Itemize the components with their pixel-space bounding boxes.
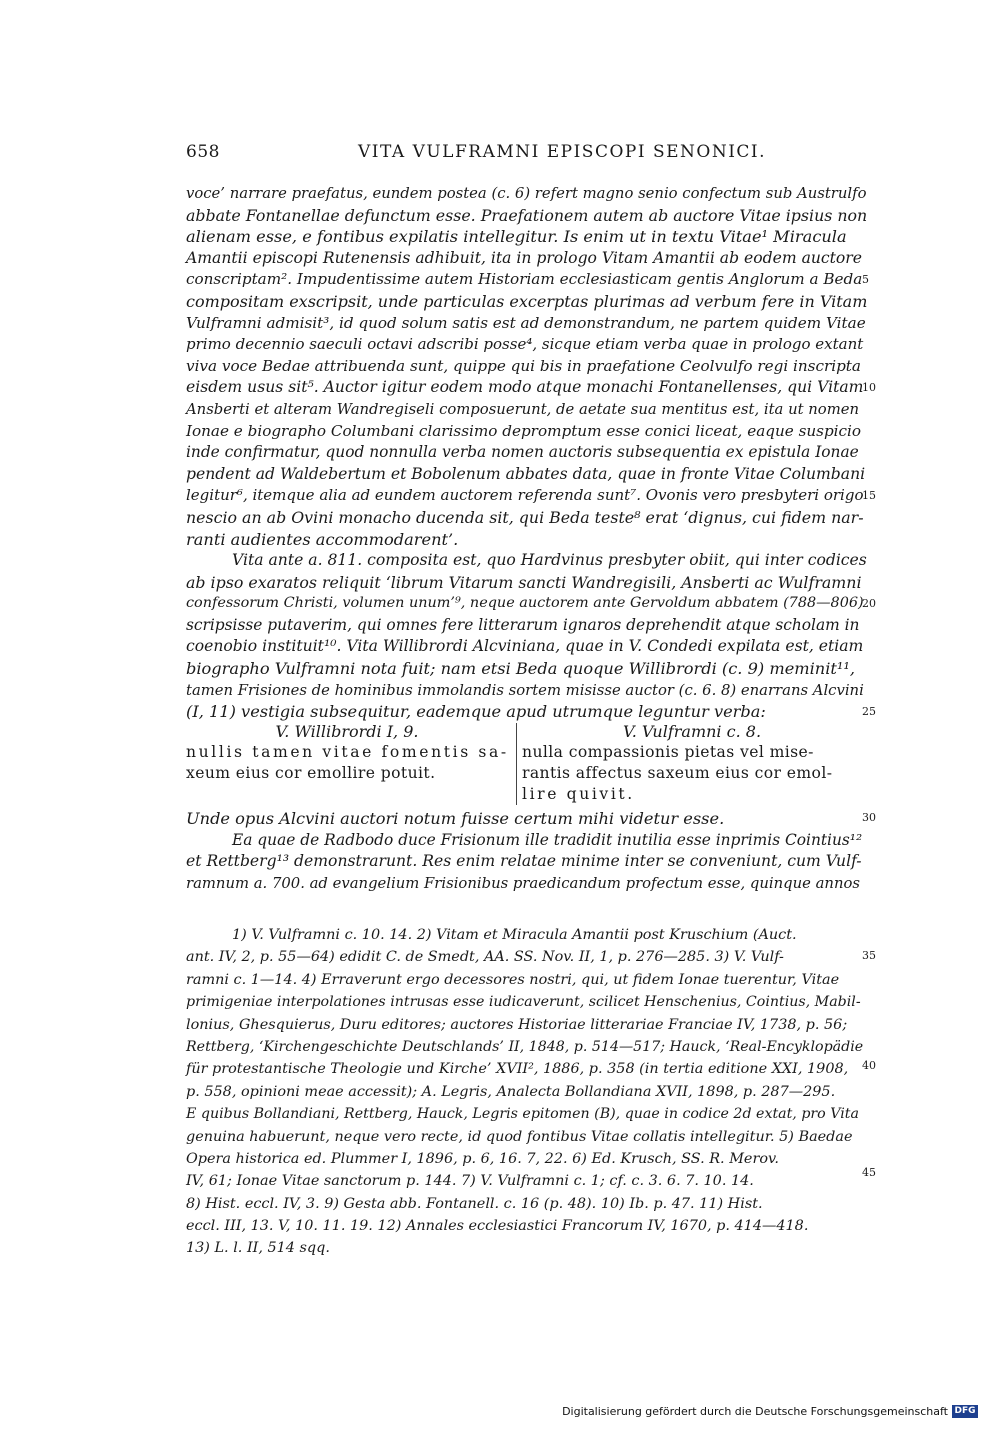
- text-line: ranti audientes accommodarent’.: [186, 529, 459, 549]
- paragraph-start-line: Ea quae de Radbodo duce Frisionum ille tradidit inutilia esse inprimis Cointius¹²: [232, 830, 863, 849]
- parallel-left-line: nullis tamen vitae fomentis sa-: [186, 743, 509, 761]
- footnote-line: Rettberg, ‘Kirchengeschichte Deutschlands’ II, 1848, p. 514—517; Hauck, ‘Real-Encyklopädie: [186, 1038, 864, 1055]
- text-line: (I, 11) vestigia subsequitur, eademque apud utrumque leguntur verba:: [186, 702, 766, 722]
- margin-line-number: 25: [862, 705, 876, 718]
- main-text: [186, 183, 866, 723]
- margin-line-number: 40: [862, 1059, 876, 1072]
- running-title: VITA VULFRAMNI EPISCOPI SENONICI.: [358, 142, 767, 162]
- text-line: pendent ad Waldebertum et Bobolenum abbates data, quae in fronte Vitae Columbani: [186, 464, 866, 483]
- parallel-right-line: rantis affectus saxeum eius cor emol-: [522, 764, 833, 782]
- text-line: legitur⁶, itemque alia ad eundem auctorem referenda sunt⁷. Ovonis vero presbyteri origo: [186, 486, 864, 505]
- footnote-line: eccl. III, 13. V, 10. 11. 19. 12) Annales ecclesiastici Francorum IV, 1670, p. 414—418.: [186, 1218, 809, 1235]
- text-line: nescio an ab Ovini monacho ducenda sit, qui Beda teste⁸ erat ‘dignus, cui fidem nar-: [186, 507, 864, 527]
- margin-line-number: 5: [862, 273, 869, 286]
- footnote-line: IV, 61; Ionae Vitae sanctorum p. 144. 7) V. Vulframni c. 1; cf. c. 3. 6. 7. 10. 14.: [186, 1173, 754, 1190]
- parallel-left-title: V. Willibrordi I, 9.: [275, 722, 419, 741]
- parallel-left-column: [186, 721, 508, 784]
- parallel-passages: [186, 721, 858, 807]
- text-line: voce’ narrare praefatus, eundem postea (c. 6) refert magno senio confectum sub Austrulfo: [186, 185, 867, 202]
- text-line: abbate Fontanellae defunctum esse. Praefationem autem ab auctore Vitae ipsius non: [186, 205, 868, 225]
- text-line: viva voce Bedae attribuenda sunt, quippe qui bis in praefatione Ceolvulfo regi inscripta: [186, 356, 861, 375]
- parallel-right-column: [522, 721, 862, 805]
- footnote-line: ramni c. 1—14. 4) Erraverunt ergo decessores nostri, qui, ut fidem Ionae tuerentur, Vitae: [186, 971, 840, 988]
- text-line: conscriptam². Impudentissime autem Historiam ecclesiasticam gentis Anglorum a Beda: [186, 270, 863, 289]
- footnote-line: E quibus Bollandiani, Rettberg, Hauck, Legris epitomen (B), quae in codice 2d extat, pro Vita: [186, 1106, 859, 1123]
- text-line: tamen Frisiones de hominibus immolandis sortem misisse auctor (c. 6. 8) enarrans Alcvini: [186, 681, 864, 699]
- footnote-line: p. 558, opinioni meae accessit); A. Legris, Analecta Bollandiana XVII, 1898, p. 287—295.: [186, 1083, 836, 1100]
- margin-line-number: 15: [862, 489, 876, 502]
- parallel-left-line: xeum eius cor emollire potuit.: [186, 764, 436, 782]
- footnote-line: genuina habuerunt, neque vero recte, id quod fontibus Vitae collatis intellegitur. 5) Baedae: [186, 1128, 853, 1145]
- text-line: Amantii episcopi Rutenensis adhibuit, ita in prologo Vitam Amantii ab eodem auctore: [186, 248, 862, 267]
- text-line: scripsisse putaverim, qui omnes fere litterarum ignaros deprehendit atque scholam in: [186, 615, 860, 634]
- text-line: et Rettberg¹³ demonstrarunt. Res enim relatae minime inter se conveniunt, cum Vulf-: [186, 852, 862, 871]
- text-line: compositam exscripsit, unde particulas excerptas plurimas ad verbum fere in Vitam: [186, 291, 868, 311]
- text-line: Vulframni admisit³, id quod solum satis est ad demonstrandum, ne partem quidem Vitae: [186, 313, 866, 332]
- text-line: biographo Vulframni nota fuit; nam etsi Beda quoque Willibrordi (c. 9) meminit¹¹,: [186, 659, 856, 679]
- parallel-right-title: V. Vulframni c. 8.: [622, 722, 762, 741]
- footnote-line: ant. IV, 2, p. 55—64) edidit C. de Smedt, AA. SS. Nov. II, 1, p. 276—285. 3) V. Vulf-: [186, 949, 784, 966]
- parallel-right-line: lire quivit.: [522, 785, 635, 803]
- footnote-line: 1) V. Vulframni c. 10. 14. 2) Vitam et Miracula Amantii post Kruschium (Auct.: [232, 927, 797, 943]
- footnotes: [186, 924, 866, 1260]
- text-line: ramnum a. 700. ad evangelium Frisionibus praedicandum profectum esse, quinque annos: [186, 874, 860, 892]
- text-line: inde confirmatur, quod nonnulla verba nomen auctoris subsequentia ex epistula Ionae: [186, 443, 859, 462]
- dfg-logo-icon: DFG: [952, 1405, 978, 1418]
- text-line: Unde opus Alcvini auctori notum fuisse certum mihi videtur esse.: [186, 809, 725, 828]
- footnote-line: Opera historica ed. Plummer I, 1896, p. 6, 16. 7, 22. 6) Ed. Krusch, SS. R. Merov.: [186, 1150, 779, 1167]
- column-divider: [516, 723, 517, 805]
- margin-line-number: 45: [862, 1166, 876, 1179]
- footnote-line: primigeniae interpolationes intrusas esse iudicaverunt, scilicet Henschenius, Cointius, Mabil-: [186, 994, 861, 1011]
- digitization-credit: [562, 1405, 978, 1418]
- credit-text: Digitalisierung gefördert durch die Deutsche Forschungsgemeinschaft: [562, 1405, 948, 1418]
- footnote-line: für protestantische Theologie und Kirche’ XVII², 1886, p. 358 (in tertia editione XXI, 1908,: [186, 1061, 849, 1078]
- text-line: coenobio instituit¹⁰. Vita Willibrordi Alcviniana, quae in V. Condedi expilata est, etiam: [186, 637, 864, 656]
- running-header: [186, 142, 858, 168]
- text-line: Ansberti et alteram Wandregiseli composuerunt, de aetate sua mentitus est, ita ut nomen: [186, 400, 860, 418]
- paragraph-start-line: Vita ante a. 811. composita est, quo Hardvinus presbyter obiit, qui inter codices: [232, 551, 867, 570]
- page-number: 658: [186, 142, 220, 162]
- footnote-line: 8) Hist. eccl. IV, 3. 9) Gesta abb. Fontanell. c. 16 (p. 48). 10) Ib. p. 47. 11) Hist.: [186, 1195, 763, 1212]
- text-line: primo decennio saeculi octavi adscribi posse⁴, sicque etiam verba quae in prologo extant: [186, 335, 864, 354]
- margin-line-number: 20: [862, 597, 876, 610]
- text-line: eisdem usus sit⁵. Auctor igitur eodem modo atque monachi Fontanellenses, qui Vitam: [186, 378, 864, 397]
- margin-line-number: 30: [862, 811, 876, 824]
- text-line: confessorum Christi, volumen unum’⁹, neque auctorem ante Gervoldum abbatem (788—806): [186, 595, 864, 612]
- continuation-text: [186, 808, 866, 894]
- text-line: Ionae e biographo Columbani clarissimo depromptum esse conici liceat, eaque suspicio: [186, 421, 862, 440]
- footnote-line: 13) L. l. II, 514 sqq.: [186, 1240, 330, 1257]
- footnote-line: lonius, Ghesquierus, Duru editores; auctores Historiae litterariae Franciae IV, 1738, p. 56;: [186, 1016, 848, 1033]
- text-line: ab ipso exaratos reliquit ‘librum Vitarum sancti Wandregisili, Ansberti ac Wulframni: [186, 572, 862, 592]
- text-line: alienam esse, e fontibus expilatis intellegitur. Is enim ut in textu Vitae¹ Miracula: [186, 227, 847, 247]
- margin-line-number: 10: [862, 381, 876, 394]
- margin-line-number: 35: [862, 949, 876, 962]
- parallel-right-line: nulla compassionis pietas vel mise-: [522, 743, 814, 761]
